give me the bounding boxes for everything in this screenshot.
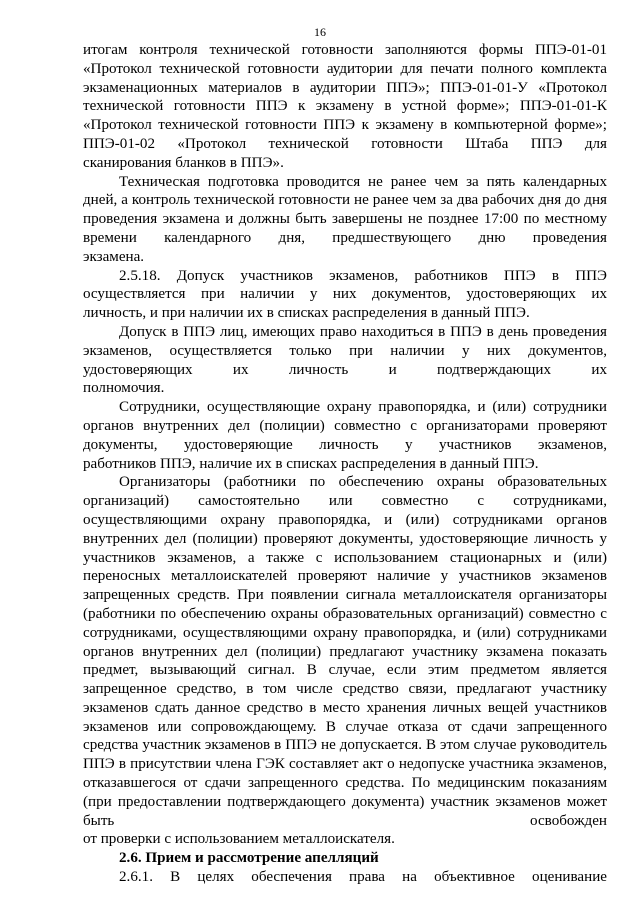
- section-heading-2-6: 2.6. Прием и рассмотрение апелляций: [119, 850, 379, 867]
- paragraph-police-check: Сотрудники, осуществляющие охрану правопорядка, и (или) сотрудники органов внутренних дел (полиции) совместно с организаторами проверяют документы, удостоверяющие личность у участников экзаменов,: [83, 399, 607, 453]
- paragraph-authorized-persons-end: полномочия.: [83, 380, 165, 397]
- page-number: 16: [314, 25, 326, 39]
- paragraph-2-6-1-appeals: 2.6.1. В целях обеспечения права на объективное оценивание: [119, 869, 607, 886]
- paragraph-protocol-forms-end: сканирования бланков в ППЭ».: [83, 154, 284, 171]
- document-body: [83, 41, 607, 887]
- paragraph-2-5-18-admission: 2.5.18. Допуск участников экзаменов, работников ППЭ в ППЭ осуществляется при наличии у них документов, удостоверяющих их: [83, 267, 607, 303]
- paragraph-protocol-forms: итогам контроля технической готовности заполняются формы ППЭ-01-01 «Протокол технической готовности аудитории для печати полного комплекта экзаменационных материалов в аудитории ППЭ»; ППЭ-01-01-У «Протокол технической готовности ППЭ к экзамену в устной форме»; ППЭ-01-01-К «Протокол технической готовности ППЭ к экзамену в компьютерной форме»; ППЭ-01-02 «Протокол технической готовности Штаба ППЭ для: [83, 42, 607, 152]
- paragraph-2-5-18-admission-end: личность, и при наличии их в списках распределения в данный ППЭ.: [83, 305, 530, 322]
- paragraph-technical-preparation-end: экзамена.: [83, 248, 145, 265]
- paragraph-police-check-end: работников ППЭ, наличие их в списках распределения в данный ППЭ.: [83, 455, 539, 472]
- paragraph-authorized-persons: Допуск в ППЭ лиц, имеющих право находиться в ППЭ в день проведения экзаменов, осуществляется только при наличии у них документов, удостоверяющих их личность и подтверждающих их: [83, 323, 607, 378]
- paragraph-metal-detector: Организаторы (работники по обеспечению охраны образовательных организаций) самостоятельно или совместно с сотрудниками, осуществляющими охрану правопорядка, и (или) сотрудниками органов внутренних дел (полиции) проверяют документы, удостоверяющие личность у участников экзаменов, а также с использованием стационарных и (или) переносных металлоискателей проверяют наличие у участников экзаменов запрещенных средств. При появлении сигнала металлоискателя организаторы (работники по обеспечению охраны образовательных организаций) совместно с сотрудниками, осуществляющими охрану правопорядка, и (или) сотрудниками органов внутренних дел (полиции) предлагают участнику экзамена показать предмет, вызывающий сигнал. В случае, если этим предметом является запрещенное средство, в том числе средство связи, предлагают участнику экзаменов сдать данное средство в место хранения личных вещей участников экзаменов или сопровождающему. В случае отказа от сдачи запрещенного средства участник экзаменов в ППЭ не допускается. В этом случае руководитель ППЭ в присутствии члена ГЭК составляет акт о недопуске участника экзаменов, отказавшегося от сдачи запрещенного средства. По медицинским показаниям (при предоставлении подтверждающего документа) участник экзаменов может быть освобожден: [83, 474, 607, 829]
- paragraph-metal-detector-end: от проверки с использованием металлоискателя.: [83, 831, 395, 848]
- paragraph-technical-preparation: Техническая подготовка проводится не ранее чем за пять календарных дней, а контроль технической готовности не ранее чем за два рабочих дня до дня проведения экзамена и должны быть завершены не позднее 17:00 по местному времени календарного дня, предшествующего дню проведения: [83, 173, 607, 246]
